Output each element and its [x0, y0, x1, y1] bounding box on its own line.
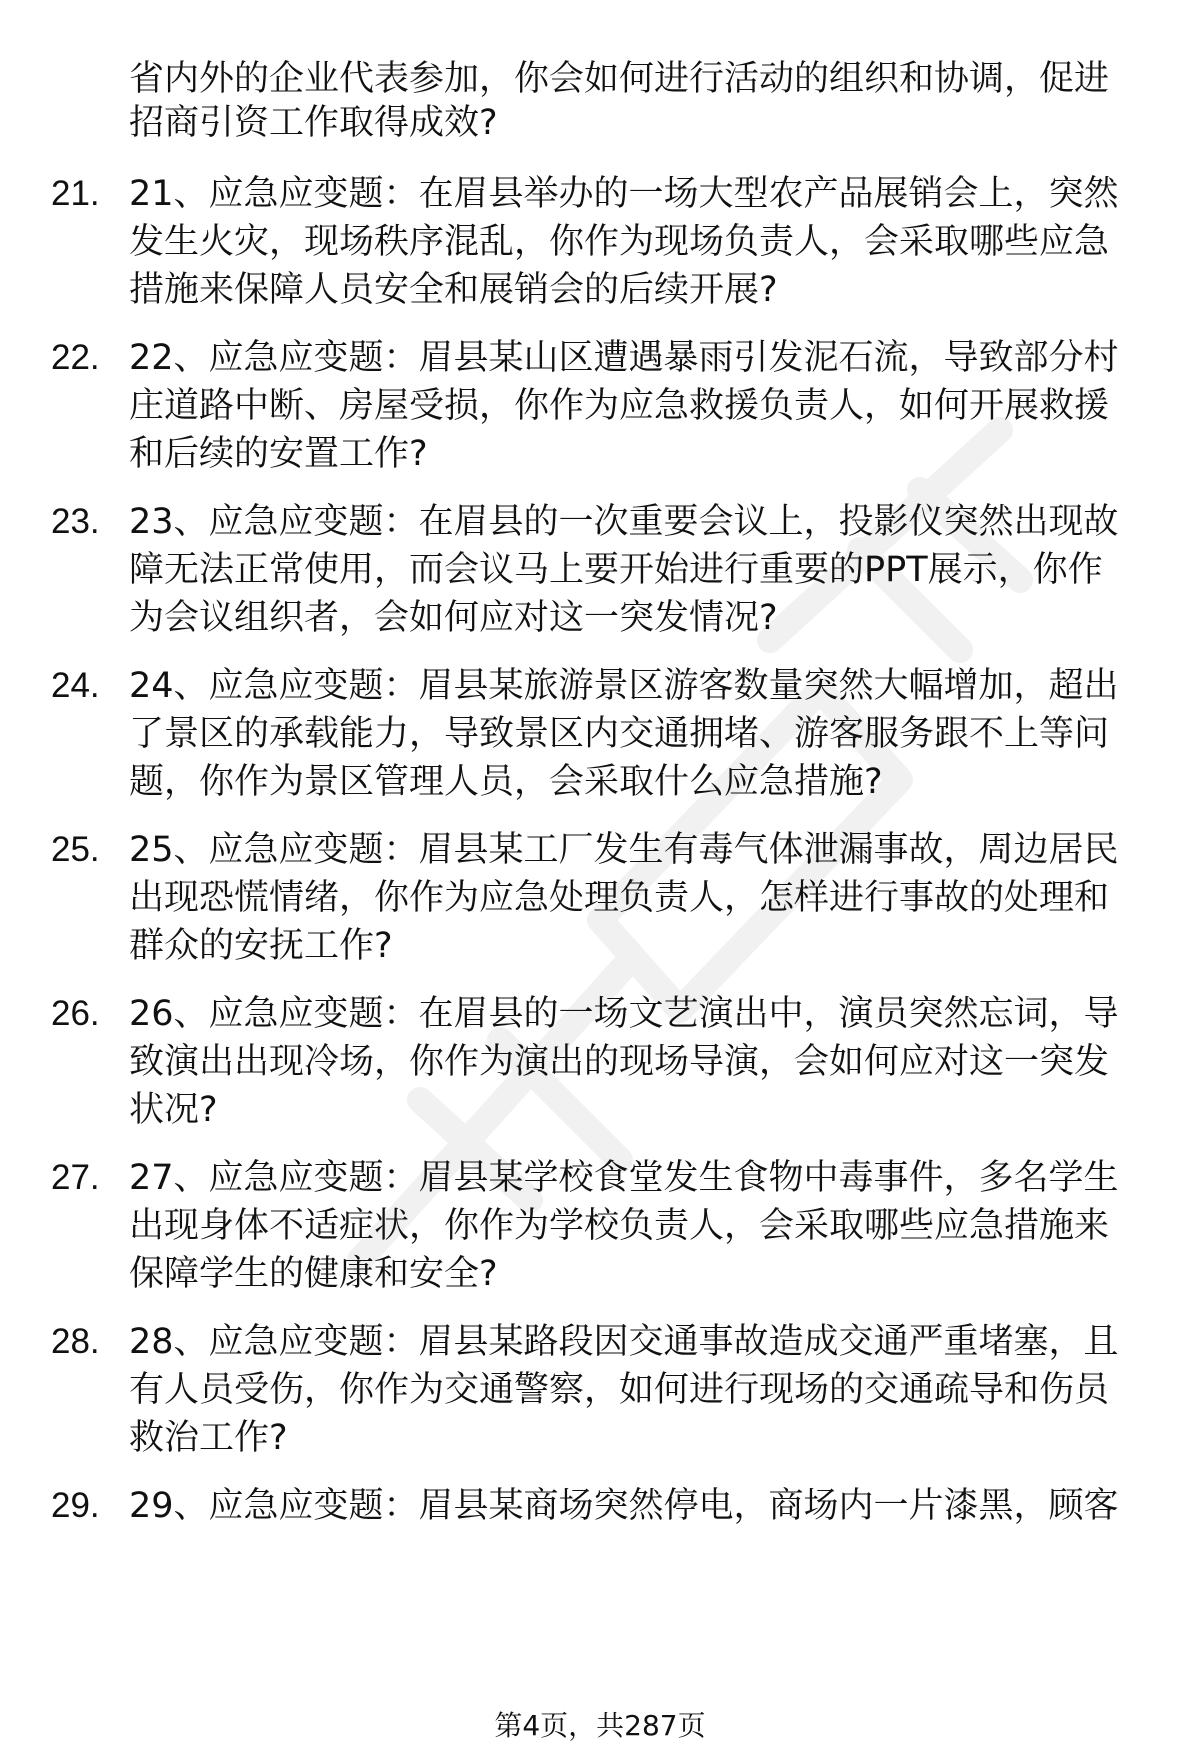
item-text-line: 28、应急应变题：眉县某路段因交通事故造成交通严重堵塞，且 — [129, 1322, 1119, 1362]
item-text-line: 有人员受伤，你作为交通警察，如何进行现场的交通疏导和伤员 — [129, 1370, 1110, 1410]
item-number: 22. — [51, 338, 100, 377]
item-text-line: 保障学生的健康和安全? — [129, 1254, 498, 1294]
item-text-line: 23、应急应变题：在眉县的一次重要会议上，投影仪突然出现故 — [129, 502, 1119, 542]
page-footer: 第4页，共287页 — [494, 1709, 706, 1742]
item-text-line: 状况? — [129, 1090, 218, 1130]
item-number: 24. — [51, 666, 100, 705]
item-number: 26. — [51, 994, 100, 1033]
item-text-line: 出现恐慌情绪，你作为应急处理负责人，怎样进行事故的处理和 — [129, 878, 1110, 918]
item-text-line: 22、应急应变题：眉县某山区遭遇暴雨引发泥石流，导致部分村 — [129, 338, 1119, 378]
item-text-line: 出现身体不适症状，你作为学校负责人，会采取哪些应急措施来 — [129, 1206, 1110, 1246]
item-text-line: 发生火灾，现场秩序混乱，你作为现场负责人，会采取哪些应急 — [129, 222, 1110, 262]
item-text-line: 群众的安抚工作? — [129, 926, 393, 966]
item-text-line: 为会议组织者，会如何应对这一突发情况? — [129, 598, 778, 638]
item-text-line: 29、应急应变题：眉县某商场突然停电，商场内一片漆黑，顾客 — [129, 1486, 1119, 1526]
item-text-line: 措施来保障人员安全和展销会的后续开展? — [129, 270, 778, 310]
item-text-line: 26、应急应变题：在眉县的一场文艺演出中，演员突然忘词，导 — [129, 994, 1119, 1034]
continuation-line: 省内外的企业代表参加，你会如何进行活动的组织和协调，促进 — [129, 59, 1110, 99]
item-text-line: 致演出出现冷场，你作为演出的现场导演，会如何应对这一突发 — [129, 1042, 1110, 1082]
item-text-line: 27、应急应变题：眉县某学校食堂发生食物中毒事件，多名学生 — [129, 1158, 1119, 1198]
item-text-line: 题，你作为景区管理人员，会采取什么应急措施? — [129, 762, 883, 802]
item-text-line: 救治工作? — [129, 1418, 288, 1458]
item-number: 25. — [51, 830, 100, 869]
item-text-line: 24、应急应变题：眉县某旅游景区游客数量突然大幅增加，超出 — [129, 666, 1119, 706]
item-text-line: 了景区的承载能力，导致景区内交通拥堵、游客服务跟不上等问 — [129, 714, 1110, 754]
item-number: 21. — [51, 174, 100, 213]
item-number: 27. — [51, 1158, 100, 1197]
item-text-line: 和后续的安置工作? — [129, 434, 428, 474]
item-text-line: 25、应急应变题：眉县某工厂发生有毒气体泄漏事故，周边居民 — [129, 830, 1119, 870]
continuation-line: 招商引资工作取得成效? — [129, 103, 498, 143]
item-text-line: 障无法正常使用，而会议马上要开始进行重要的PPT展示，你作 — [129, 550, 1103, 590]
item-text-line: 21、应急应变题：在眉县举办的一场大型农产品展销会上，突然 — [129, 174, 1119, 214]
item-number: 28. — [51, 1322, 100, 1361]
item-number: 29. — [51, 1486, 100, 1525]
item-text-line: 庄道路中断、房屋受损，你作为应急救援负责人，如何开展救援 — [129, 386, 1110, 426]
item-number: 23. — [51, 502, 100, 541]
